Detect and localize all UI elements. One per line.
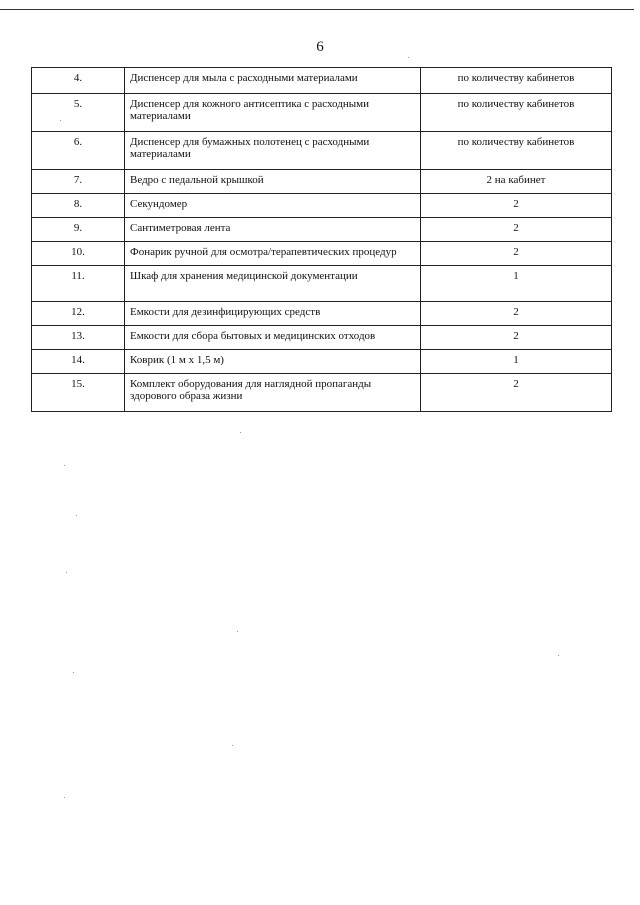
- row-number-cell: 15.: [32, 374, 125, 412]
- quantity-cell: по количеству кабинетов: [421, 68, 612, 94]
- row-number-cell: 9.: [32, 218, 125, 242]
- scan-speck: [64, 797, 65, 798]
- row-number-cell: 8.: [32, 194, 125, 218]
- row-number-cell: 12.: [32, 302, 125, 326]
- item-name-cell: Диспенсер для бумажных полотенец с расходными материалами: [125, 132, 421, 170]
- scan-speck: [558, 655, 559, 656]
- scan-speck: [64, 465, 65, 466]
- table-row: [32, 68, 612, 94]
- row-number-cell: 5.: [32, 94, 125, 132]
- row-number-cell: 4.: [32, 68, 125, 94]
- scan-speck: [408, 57, 409, 58]
- page-top-border: [0, 9, 634, 10]
- item-name-cell: Фонарик ручной для осмотра/терапевтических процедур: [125, 242, 421, 266]
- scan-speck: [237, 631, 238, 632]
- scan-speck: [73, 672, 74, 673]
- item-name-cell: Диспенсер для кожного антисептика с расходными материалами: [125, 94, 421, 132]
- item-name-cell: Диспенсер для мыла с расходными материалами: [125, 68, 421, 94]
- quantity-cell: 2 на кабинет: [421, 170, 612, 194]
- scan-speck: [232, 745, 233, 746]
- quantity-cell: 2: [421, 242, 612, 266]
- item-name-cell: Ведро с педальной крышкой: [125, 170, 421, 194]
- scan-speck: [240, 432, 241, 433]
- row-number-cell: 7.: [32, 170, 125, 194]
- quantity-cell: 1: [421, 350, 612, 374]
- table-row: [32, 266, 612, 302]
- scan-speck: [66, 572, 67, 573]
- scan-speck: [60, 120, 61, 121]
- item-name-cell: Емкости для сбора бытовых и медицинских отходов: [125, 326, 421, 350]
- quantity-cell: 2: [421, 302, 612, 326]
- table-row: [32, 326, 612, 350]
- quantity-cell: 2: [421, 194, 612, 218]
- page-number: 6: [316, 39, 324, 55]
- row-number-cell: 13.: [32, 326, 125, 350]
- row-number-cell: 14.: [32, 350, 125, 374]
- table-row: [32, 132, 612, 170]
- row-number-cell: 10.: [32, 242, 125, 266]
- quantity-cell: 2: [421, 374, 612, 412]
- item-name-cell: Секундомер: [125, 194, 421, 218]
- quantity-cell: 1: [421, 266, 612, 302]
- scan-speck: [76, 515, 77, 516]
- table-row: [32, 194, 612, 218]
- item-name-cell: Шкаф для хранения медицинской документации: [125, 266, 421, 302]
- item-name-cell: Комплект оборудования для наглядной пропаганды здорового образа жизни: [125, 374, 421, 412]
- table-row: [32, 302, 612, 326]
- table-row: [32, 170, 612, 194]
- equipment-table: [31, 67, 612, 412]
- item-name-cell: Сантиметровая лента: [125, 218, 421, 242]
- quantity-cell: по количеству кабинетов: [421, 94, 612, 132]
- item-name-cell: Емкости для дезинфицирующих средств: [125, 302, 421, 326]
- table-row: [32, 94, 612, 132]
- quantity-cell: по количеству кабинетов: [421, 132, 612, 170]
- row-number-cell: 6.: [32, 132, 125, 170]
- item-name-cell: Коврик (1 м х 1,5 м): [125, 350, 421, 374]
- row-number-cell: 11.: [32, 266, 125, 302]
- table-row: [32, 374, 612, 412]
- table-row: [32, 242, 612, 266]
- quantity-cell: 2: [421, 218, 612, 242]
- table-row: [32, 350, 612, 374]
- table-row: [32, 218, 612, 242]
- quantity-cell: 2: [421, 326, 612, 350]
